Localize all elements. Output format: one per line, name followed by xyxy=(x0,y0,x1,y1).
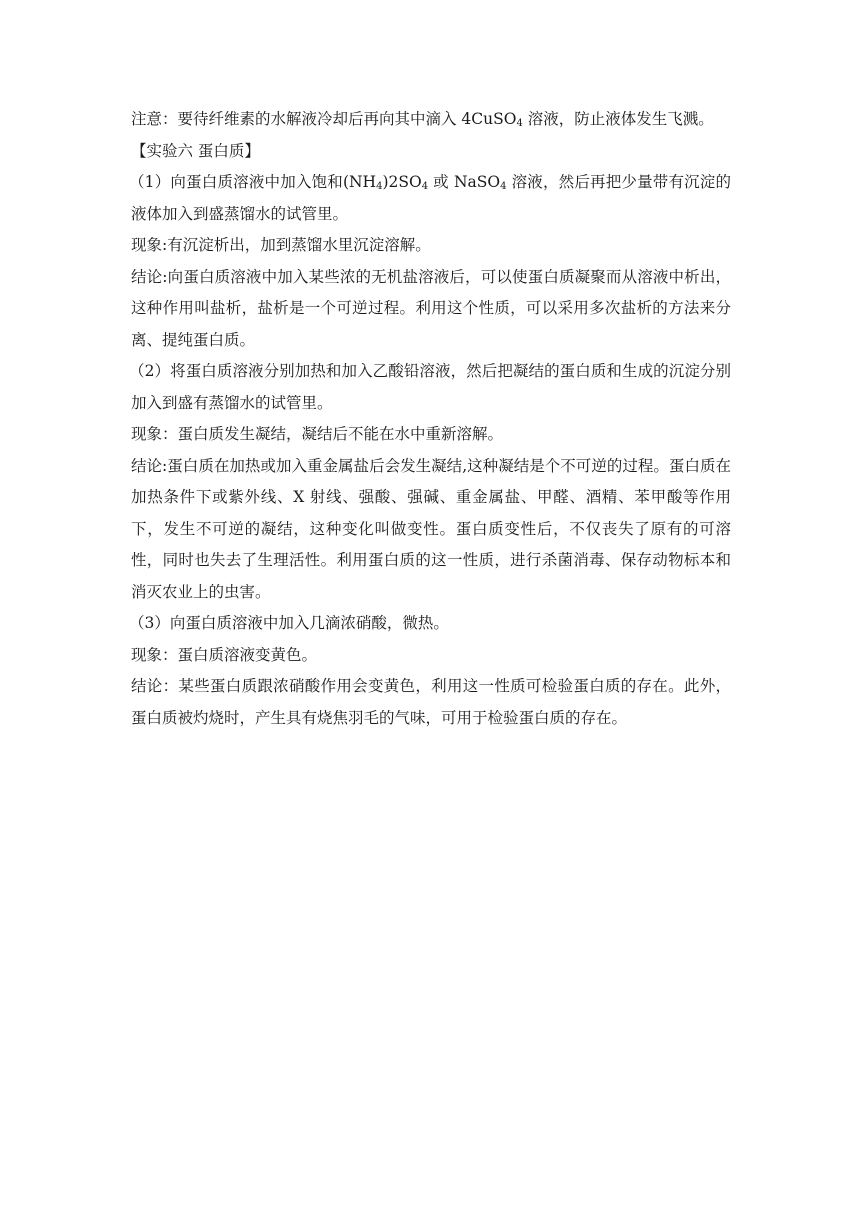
text-run: 或 NaSO xyxy=(428,173,501,191)
text-run: 结论:向蛋白质溶液中加入某些浓的无机盐溶液后，可以使蛋白质凝聚而从溶液中析出，这种作用叫盐析，盐析是一个可逆过程。利用这个性质，可以采用多次盐析的方法来分离、提纯蛋白质。 xyxy=(131,267,731,349)
text-run: 现象:有沉淀析出，加到蒸馏水里沉淀溶解。 xyxy=(131,236,431,254)
subscript-text: 4 xyxy=(500,181,507,192)
text-run: 现象：蛋白质溶液变黄色。 xyxy=(131,645,318,664)
text-run: 注意：要待纤维素的水解液冷却后再向其中滴入 4CuSO xyxy=(131,110,517,128)
phenomenon-1-paragraph xyxy=(131,230,731,262)
note-paragraph xyxy=(131,104,731,136)
text-run: 【实验六 蛋白质】 xyxy=(131,141,260,160)
document-body xyxy=(131,104,731,734)
conclusion-2-paragraph xyxy=(131,451,731,609)
section-heading xyxy=(131,136,731,168)
conclusion-1-paragraph xyxy=(131,262,731,357)
step-2-paragraph xyxy=(131,356,731,419)
phenomenon-3-paragraph xyxy=(131,640,731,672)
text-run: 结论：某些蛋白质跟浓硝酸作用会变黄色，利用这一性质可检验蛋白质的存在。此外，蛋白质被灼烧时，产生具有烧焦羽毛的气味，可用于检验蛋白质的存在。 xyxy=(131,677,731,727)
subscript-text: 4 xyxy=(376,181,383,192)
phenomenon-2-paragraph xyxy=(131,419,731,451)
step-3-paragraph xyxy=(131,608,731,640)
text-run: 溶液，防止液体发生飞溅。 xyxy=(522,110,714,128)
conclusion-3-paragraph xyxy=(131,671,731,734)
subscript-text: 4 xyxy=(421,181,429,192)
text-run: （2）将蛋白质溶液分别加热和加入乙酸铅溶液，然后把凝结的蛋白质和生成的沉淀分别加入到盛有蒸馏水的试管里。 xyxy=(129,362,731,412)
subscript-text: 4 xyxy=(516,118,523,129)
text-run: 现象：蛋白质发生凝结，凝结后不能在水中重新溶解。 xyxy=(131,425,504,443)
text-run: 结论:蛋白质在加热或加入重金属盐后会发生凝结,这种凝结是个不可逆的过程。蛋白质在加热条件下或紫外线、X 射线、强酸、强碱、重金属盐、甲醛、酒精、苯甲酸等作用下，发生不可逆的凝结，这种变化叫做变性。蛋白质变性后，不仅丧失了原有的可溶性，同时也失去了生理活性。利用蛋白质的这一性质，进行杀菌消毒、保存动物标本和消灭农业上的虫害。 xyxy=(131,456,731,601)
text-run: （3）向蛋白质溶液中加入几滴浓硝酸，微热。 xyxy=(129,614,449,632)
text-run: （1）向蛋白质溶液中加入饱和(NH xyxy=(129,173,377,191)
step-1-paragraph xyxy=(131,167,731,230)
text-run: )2SO xyxy=(382,173,422,191)
text-run: 溶液，然后再把少量带有沉淀的液体加入到盛蒸馏水的试管里。 xyxy=(131,173,731,223)
